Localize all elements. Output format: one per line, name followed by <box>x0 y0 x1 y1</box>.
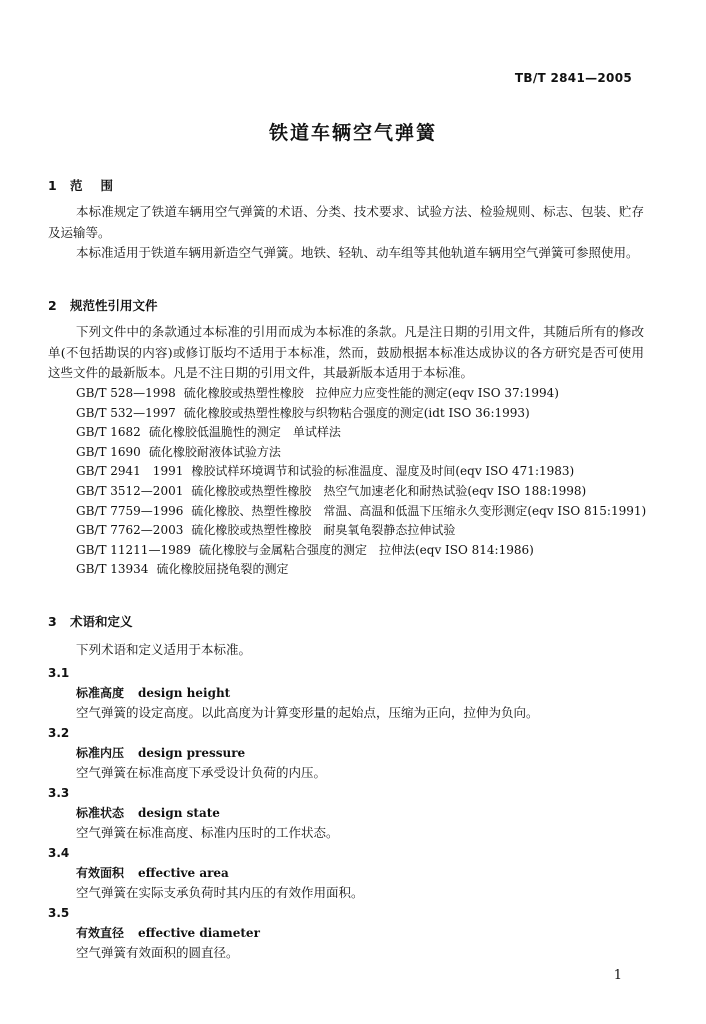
reference-code: GB/T 1690 <box>76 444 141 459</box>
page-number: 1 <box>613 968 622 983</box>
term-name-zh: 标准内压 <box>76 746 125 760</box>
reference-title: 硫化橡胶或热塑性橡胶 拉伸应力应变性能的测定(eqv ISO 37:1994) <box>183 386 559 400</box>
term-definition: 空气弹簧的设定高度。以此高度为计算变形量的起始点，压缩为正向，拉伸为负向。 <box>76 705 539 720</box>
section-title: 范围 <box>70 178 132 193</box>
term-number: 3.4 <box>48 846 70 860</box>
reference-list <box>48 384 648 580</box>
reference-item <box>48 462 648 482</box>
term-name-en: effective area <box>138 866 229 880</box>
reference-code: GB/T 7762—2003 <box>76 523 184 538</box>
reference-item <box>48 521 648 541</box>
reference-title: 硫化橡胶耐液体试验方法 <box>148 444 281 459</box>
reference-code: GB/T 3512—2001 <box>76 483 184 498</box>
reference-title: 硫化橡胶或热塑性橡胶 耐臭氧龟裂静态拉伸试验 <box>191 523 456 538</box>
term-definition: 空气弹簧在实际支承负荷时其内压的有效作用面积。 <box>76 885 364 900</box>
terms-intro: 下列术语和定义适用于本标准。 <box>76 642 252 657</box>
reference-item <box>48 404 648 424</box>
term-number: 3.2 <box>48 726 70 740</box>
reference-item <box>48 541 648 561</box>
term-name-en: design pressure <box>138 746 246 760</box>
term-name-en: effective diameter <box>138 926 260 940</box>
reference-title: 橡胶试样环境调节和试验的标准温度、湿度及时间(eqv ISO 471:1983) <box>191 464 575 479</box>
term-name <box>48 803 648 823</box>
term-name <box>48 863 648 883</box>
term-name-zh: 标准状态 <box>76 806 125 820</box>
term-number: 3.1 <box>48 666 70 680</box>
term-name <box>48 923 648 943</box>
reference-code: GB/T 532—1997 <box>76 405 176 420</box>
reference-item <box>48 482 648 502</box>
term-name-zh: 有效直径 <box>76 926 125 940</box>
reference-code: GB/T 13934 <box>76 562 149 577</box>
document-title: 铁道车辆空气弹簧 <box>268 122 437 144</box>
term-entry <box>48 783 648 843</box>
term-name-en: design state <box>138 806 220 820</box>
term-entry <box>48 843 648 903</box>
section-title: 术语和定义 <box>70 614 133 629</box>
section-3-heading <box>48 612 133 630</box>
term-number: 3.5 <box>48 906 70 920</box>
term-name <box>48 743 648 763</box>
section-title: 规范性引用文件 <box>70 298 158 313</box>
reference-item <box>48 423 648 443</box>
section-1-heading <box>48 176 131 194</box>
term-name-zh: 有效面积 <box>76 866 125 880</box>
term-number: 3.3 <box>48 786 70 800</box>
reference-code: GB/T 528—1998 <box>76 386 176 400</box>
term-name-en: design height <box>138 686 231 700</box>
section-number: 2 <box>48 298 57 313</box>
term-name-zh: 标准高度 <box>76 686 125 700</box>
term-definition: 空气弹簧有效面积的圆直径。 <box>76 945 239 960</box>
section-2-heading <box>48 296 158 314</box>
term-entry <box>48 903 648 963</box>
term-definition: 空气弹簧在标准高度下承受设计负荷的内压。 <box>76 765 327 780</box>
reference-item <box>48 384 648 404</box>
reference-code: GB/T 7759—1996 <box>76 503 184 518</box>
reference-title: 硫化橡胶、热塑性橡胶 常温、高温和低温下压缩永久变形测定(eqv ISO 815:1991) <box>191 503 647 518</box>
scope-paragraph-1: 本标准规定了铁道车辆用空气弹簧的术语、分类、技术要求、试验方法、检验规则、标志、包装、贮存及运输等。 <box>48 204 644 240</box>
term-entry <box>48 723 648 783</box>
reference-item <box>48 443 648 463</box>
reference-item <box>48 502 648 522</box>
references-intro: 下列文件中的条款通过本标准的引用而成为本标准的条款。凡是注日期的引用文件，其随后所有的修改单(不包括勘误的内容)或修订版均不适用于本标准，然而，鼓励根据本标准达成协议的各方研究是否可使用这些文件的最新版本。凡是不注日期的引用文件，其最新版本适用于本标准。 <box>48 324 644 380</box>
section-number: 1 <box>48 178 57 193</box>
term-entry <box>48 663 648 723</box>
reference-code: GB/T 1682 <box>76 425 141 440</box>
reference-title: 硫化橡胶或热塑性橡胶与织物粘合强度的测定(idt ISO 36:1993) <box>183 405 530 420</box>
scope-paragraph-2: 本标准适用于铁道车辆用新造空气弹簧。地铁、轻轨、动车组等其他轨道车辆用空气弹簧可参照使用。 <box>76 245 639 260</box>
standard-code: TB/T 2841—2005 <box>514 71 632 85</box>
reference-title: 硫化橡胶或热塑性橡胶 热空气加速老化和耐热试验(eqv ISO 188:1998) <box>191 483 587 498</box>
reference-code: GB/T 2941 1991 <box>76 464 184 479</box>
reference-code: GB/T 11211—1989 <box>76 542 191 557</box>
reference-item <box>48 560 648 580</box>
term-name <box>48 683 648 703</box>
section-number: 3 <box>48 614 57 629</box>
reference-title: 硫化橡胶低温脆性的测定 单试样法 <box>148 425 341 440</box>
reference-title: 硫化橡胶屈挠龟裂的测定 <box>156 562 289 577</box>
reference-title: 硫化橡胶与金属粘合强度的测定 拉伸法(eqv ISO 814:1986) <box>198 542 534 557</box>
term-definition: 空气弹簧在标准高度、标准内压时的工作状态。 <box>76 825 339 840</box>
